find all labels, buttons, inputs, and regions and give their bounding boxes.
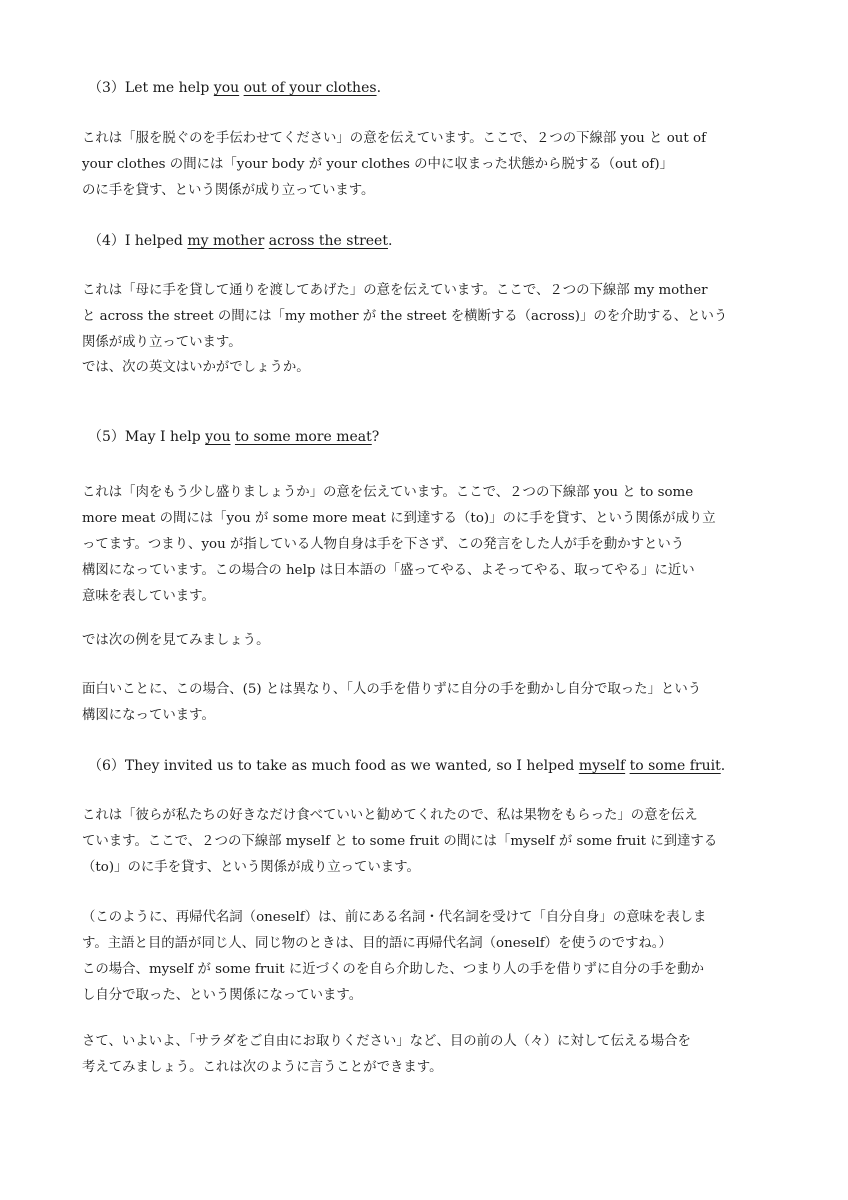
paragraph-next-example: [82, 628, 772, 654]
paragraph-line: のに手を貸す、という関係が成り立っています。: [82, 183, 375, 198]
paragraph-line: （このように、再帰代名詞（oneself）は、前にある名詞・代名詞を受けて「自分自身」の意味を表しま: [82, 910, 707, 925]
paragraph-line: ています。ここで、２つの下線部 myself と to some fruit の間には「myself が some fruit に到達する: [82, 834, 718, 849]
example-number: （4）: [88, 233, 125, 249]
paragraph-line: 意味を表しています。: [82, 589, 215, 604]
paragraph-line: 関係が成り立っています。: [82, 335, 242, 350]
paragraph-transition: [82, 355, 772, 381]
example-text: Let me help: [124, 80, 214, 96]
example-text: May I help: [124, 429, 206, 445]
paragraph-ex4-explanation: [82, 278, 772, 356]
paragraph-line: す。主語と目的語が同じ人、同じ物のときは、目的語に再帰代名詞（oneself）を使うのですね。）: [82, 936, 672, 951]
paragraph-line: これは「服を脱ぐのを手伝わせてください」の意を伝えています。ここで、２つの下線部 you と out of: [82, 131, 707, 146]
underlined-you: you: [213, 80, 240, 96]
paragraph-ex3-explanation: [82, 126, 772, 204]
paragraph-reflexive-note: [82, 905, 772, 1009]
underlined-across-the-street: across the street: [268, 233, 388, 249]
underlined-myself: myself: [578, 758, 626, 774]
paragraph-line: と across the street の間には「my mother が the street を横断する（across)」のを介助する、という: [82, 309, 728, 324]
example-6: [88, 753, 725, 779]
example-number: （5）: [88, 429, 125, 445]
paragraph-line: では次の例を見てみましょう。: [82, 633, 270, 648]
punctuation: .: [720, 758, 726, 774]
paragraph-line: more meat の間には「you が some more meat に到達する（to)」のに手を貸す、という関係が成り立: [82, 511, 716, 526]
underlined-to-some-fruit: to some fruit: [629, 758, 721, 774]
punctuation: .: [376, 80, 382, 96]
example-3: [88, 75, 381, 101]
punctuation: .: [387, 233, 393, 249]
paragraph-ex5-explanation: [82, 480, 772, 610]
paragraph-line: これは「母に手を貸して通りを渡してあげた」の意を伝えています。ここで、２つの下線部 my mother: [82, 283, 708, 298]
paragraph-line: （to)」のに手を貸す、という関係が成り立っています。: [82, 860, 420, 875]
paragraph-line: 構図になっています。: [82, 708, 215, 723]
example-4: [88, 228, 392, 254]
underlined-to-some-more-meat: to some more meat: [234, 429, 372, 445]
example-5: [88, 424, 379, 450]
underlined-out-of-your-clothes: out of your clothes: [243, 80, 377, 96]
paragraph-contrast: [82, 677, 772, 729]
underlined-my-mother: my mother: [187, 233, 265, 249]
punctuation: ?: [371, 429, 380, 445]
example-number: （3）: [88, 80, 125, 96]
paragraph-line: your clothes の間には「your body が your clothes の中に収まった状態から脱する（out of)」: [82, 157, 673, 172]
paragraph-line: さて、いよいよ、「サラダをご自由にお取りください」など、目の前の人（々）に対して伝える場合を: [82, 1034, 691, 1049]
paragraph-line: この場合、myself が some fruit に近づくのを自ら介助した、つまり人の手を借りずに自分の手を動か: [82, 962, 704, 977]
example-text: They invited us to take as much food as we wanted, so I helped: [124, 758, 579, 774]
example-number: （6）: [88, 758, 125, 774]
paragraph-line: これは「彼らが私たちの好きなだけ食べていいと勧めてくれたので、私は果物をもらった」の意を伝え: [82, 808, 698, 823]
paragraph-ex6-explanation: [82, 803, 772, 881]
paragraph-line: これは「肉をもう少し盛りましょうか」の意を伝えています。ここで、２つの下線部 you と to some: [82, 485, 694, 500]
paragraph-line: 考えてみましょう。これは次のように言うことができます。: [82, 1060, 443, 1075]
paragraph-line: 構図になっています。この場合の help は日本語の「盛ってやる、よそってやる、取ってやる」に近い: [82, 563, 695, 578]
paragraph-closing: [82, 1029, 772, 1081]
example-text: I helped: [124, 233, 188, 249]
paragraph-line: し自分で取った、という関係になっています。: [82, 988, 363, 1003]
paragraph-line: ってます。つまり、you が指している人物自身は手を下さず、この発言をした人が手を動かすという: [82, 537, 685, 552]
paragraph-line: では、次の英文はいかがでしょうか。: [82, 360, 310, 375]
paragraph-line: 面白いことに、この場合、(5) とは異なり、「人の手を借りずに自分の手を動かし自分で取った」という: [82, 682, 702, 697]
underlined-you: you: [205, 429, 231, 445]
